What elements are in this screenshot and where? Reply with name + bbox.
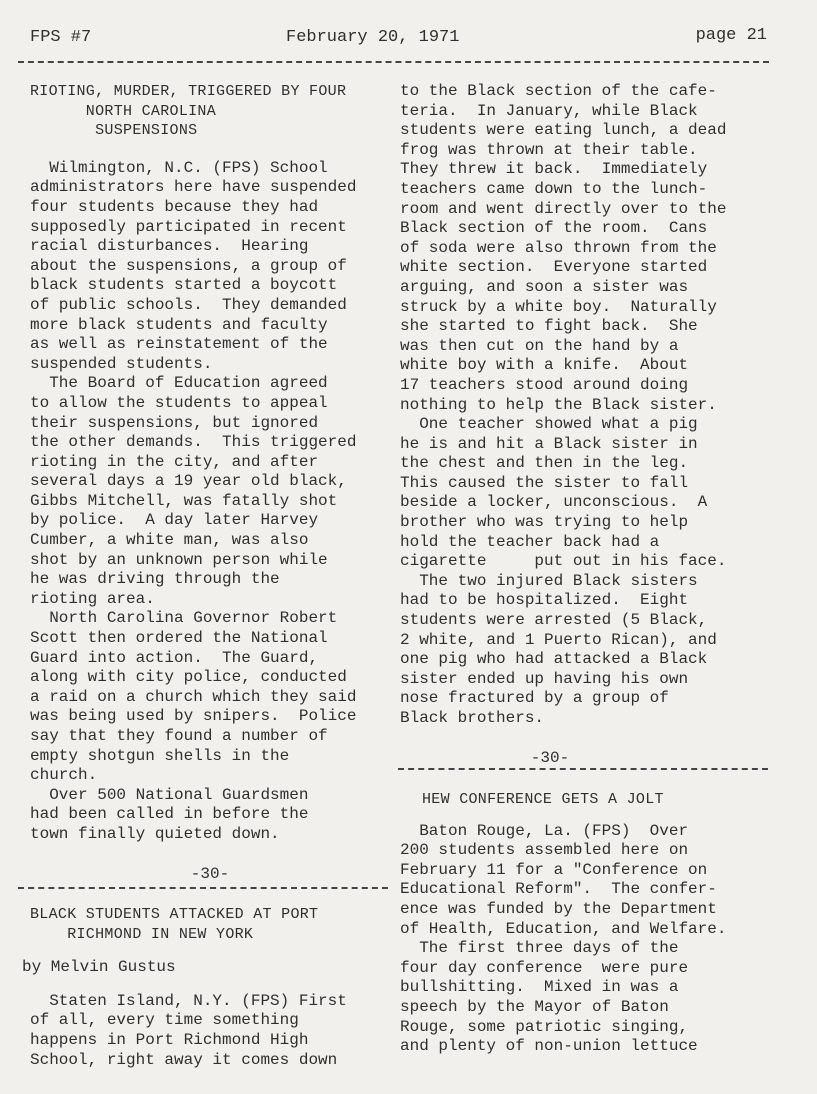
body-line: happens in Port Richmond High xyxy=(30,1030,309,1049)
article-body xyxy=(30,159,390,845)
body-line: Over 500 National Guardsmen xyxy=(30,785,309,804)
body-line: teria. In January, while Black xyxy=(400,101,698,120)
body-line: their suspensions, but ignored xyxy=(30,413,319,432)
issue-date: February 20, 1971 xyxy=(286,28,460,47)
body-line: say that they found a number of xyxy=(30,727,328,745)
body-line: he was driving through the xyxy=(30,570,280,589)
left-column-lower xyxy=(22,905,390,1070)
body-line: rioting in the city, and after xyxy=(30,452,319,471)
body-line: about the suspensions, a group of xyxy=(30,256,347,275)
right-column-lower xyxy=(400,790,780,1057)
body-line: teachers came down to the lunch- xyxy=(400,179,708,198)
article-port-richmond-continued xyxy=(400,82,780,768)
article-port-richmond xyxy=(22,905,390,1070)
body-line: rioting area. xyxy=(30,589,155,608)
body-line: had been called in before the xyxy=(30,805,309,824)
body-line: School, right away it comes down xyxy=(30,1050,338,1069)
headline-line: BLACK STUDENTS ATTACKED AT PORT xyxy=(30,906,319,923)
headline-line: RIOTING, MURDER, TRIGGERED BY FOUR xyxy=(30,83,347,100)
headline-line: RICHMOND IN NEW YORK xyxy=(30,925,254,943)
body-line: along with city police, conducted xyxy=(30,668,347,687)
body-line: 200 students assembled here on xyxy=(400,841,689,860)
article-body xyxy=(30,992,390,1070)
body-line: to the Black section of the cafe- xyxy=(400,82,717,100)
body-line: 2 white, and 1 Puerto Rican), and xyxy=(400,630,717,649)
body-line: one pig who had attacked a Black xyxy=(400,650,708,669)
body-line: as well as reinstatement of the xyxy=(30,335,328,354)
body-line: by police. A day later Harvey xyxy=(30,511,319,530)
body-line: February 11 for a "Conference on xyxy=(400,860,708,879)
body-line: white section. Everyone started xyxy=(400,258,708,277)
body-line: town finally quieted down. xyxy=(30,824,280,843)
body-line: Black section of the room. Cans xyxy=(400,219,708,238)
body-line: struck by a white boy. Naturally xyxy=(400,297,717,316)
body-line: Gibbs Mitchell, was fatally shot xyxy=(30,491,338,510)
body-line: had to be hospitalized. Eight xyxy=(400,591,689,610)
page-header xyxy=(30,28,767,52)
byline: by Melvin Gustus xyxy=(22,958,176,977)
body-line: speech by the Mayor of Baton xyxy=(400,997,669,1016)
body-line: she started to fight back. She xyxy=(400,317,698,336)
body-line: white boy with a knife. About xyxy=(400,356,689,375)
header-rule xyxy=(18,61,769,63)
body-line: frog was thrown at their table. xyxy=(400,140,698,159)
body-line: the other demands. This triggered xyxy=(30,433,357,452)
body-line: of all, every time something xyxy=(30,1011,299,1030)
end-mark: -30- xyxy=(190,864,230,883)
body-line: nothing to help the Black sister. xyxy=(400,395,717,414)
article-hew-conference xyxy=(400,790,780,1057)
body-line: This caused the sister to fall xyxy=(400,473,689,492)
headline-line: HEW CONFERENCE GETS A JOLT xyxy=(422,791,664,808)
body-line: black students started a boycott xyxy=(30,276,338,295)
body-line: Scott then ordered the National xyxy=(30,629,328,648)
body-line: more black students and faculty xyxy=(30,315,328,334)
body-line: several days a 19 year old black, xyxy=(30,472,347,491)
body-line: was then cut on the hand by a xyxy=(400,336,679,355)
body-line: of public schools. They demanded xyxy=(30,295,347,314)
body-line: room and went directly over to the xyxy=(400,199,727,218)
body-line: the chest and then in the leg. xyxy=(400,454,689,473)
body-line: to allow the students to appeal xyxy=(30,393,328,412)
body-line: The Board of Education agreed xyxy=(30,374,328,393)
body-line: Baton Rouge, La. (FPS) Over xyxy=(400,821,689,840)
body-line: hold the teacher back had a xyxy=(400,532,660,551)
body-line: bullshitting. Mixed in was a xyxy=(400,978,679,997)
body-line: Wilmington, N.C. (FPS) School xyxy=(30,158,328,177)
body-line: ence was funded by the Department xyxy=(400,899,717,918)
body-line: and plenty of non-union lettuce xyxy=(400,1037,698,1056)
body-line: The first three days of the xyxy=(400,939,679,958)
right-column xyxy=(400,82,780,768)
page-number: page 21 xyxy=(695,26,767,45)
body-line: arguing, and soon a sister was xyxy=(400,277,689,296)
body-line: sister ended up having his own xyxy=(400,669,689,688)
article-body xyxy=(400,822,780,1057)
body-line: empty shotgun shells in the xyxy=(30,746,290,765)
body-line: of Health, Education, and Welfare. xyxy=(400,919,727,938)
body-line: Rouge, some patriotic singing, xyxy=(400,1017,689,1036)
body-line: North Carolina Governor Robert xyxy=(30,609,338,628)
body-line: 17 teachers stood around doing xyxy=(400,375,689,394)
left-column-divider xyxy=(18,887,388,889)
body-line: supposedly participated in recent xyxy=(30,217,347,236)
body-line: a raid on a church which they said xyxy=(30,687,357,706)
end-mark: -30- xyxy=(530,748,570,767)
body-line: Cumber, a white man, was also xyxy=(30,531,309,550)
body-line: four day conference were pure xyxy=(400,958,689,977)
body-line: students were eating lunch, a dead xyxy=(400,121,727,140)
body-line: was being used by snipers. Police xyxy=(30,707,357,726)
body-line: brother who was trying to help xyxy=(400,513,689,532)
body-line: four students because they had xyxy=(30,197,319,216)
body-line: nose fractured by a group of xyxy=(400,689,669,708)
body-line: he is and hit a Black sister in xyxy=(400,434,698,453)
body-line: suspended students. xyxy=(30,354,213,373)
article-rioting xyxy=(30,82,390,884)
body-line: Staten Island, N.Y. (FPS) First xyxy=(30,991,347,1010)
body-line: Educational Reform". The confer- xyxy=(400,880,717,899)
headline-line: SUSPENSIONS xyxy=(30,122,198,140)
body-line: racial disturbances. Hearing xyxy=(30,237,309,256)
left-column xyxy=(30,82,390,884)
body-line: The two injured Black sisters xyxy=(400,571,698,590)
body-line: administrators here have suspended xyxy=(30,178,357,197)
article-headline xyxy=(30,82,390,141)
body-line: cigarette put out in his face. xyxy=(400,552,727,571)
body-line: of soda were also thrown from the xyxy=(400,238,717,257)
body-line: One teacher showed what a pig xyxy=(400,415,698,434)
body-line: Black brothers. xyxy=(400,709,545,727)
body-line: Guard into action. The Guard, xyxy=(30,648,319,667)
body-line: students were arrested (5 Black, xyxy=(400,611,708,630)
right-column-divider xyxy=(398,768,768,770)
issue-number: FPS #7 xyxy=(30,28,92,47)
body-line: beside a locker, unconscious. A xyxy=(400,493,708,512)
headline-line: NORTH CAROLINA xyxy=(30,102,217,120)
body-line: church. xyxy=(30,766,98,785)
body-line: They threw it back. Immediately xyxy=(400,160,708,179)
body-line: shot by an unknown person while xyxy=(30,550,328,569)
